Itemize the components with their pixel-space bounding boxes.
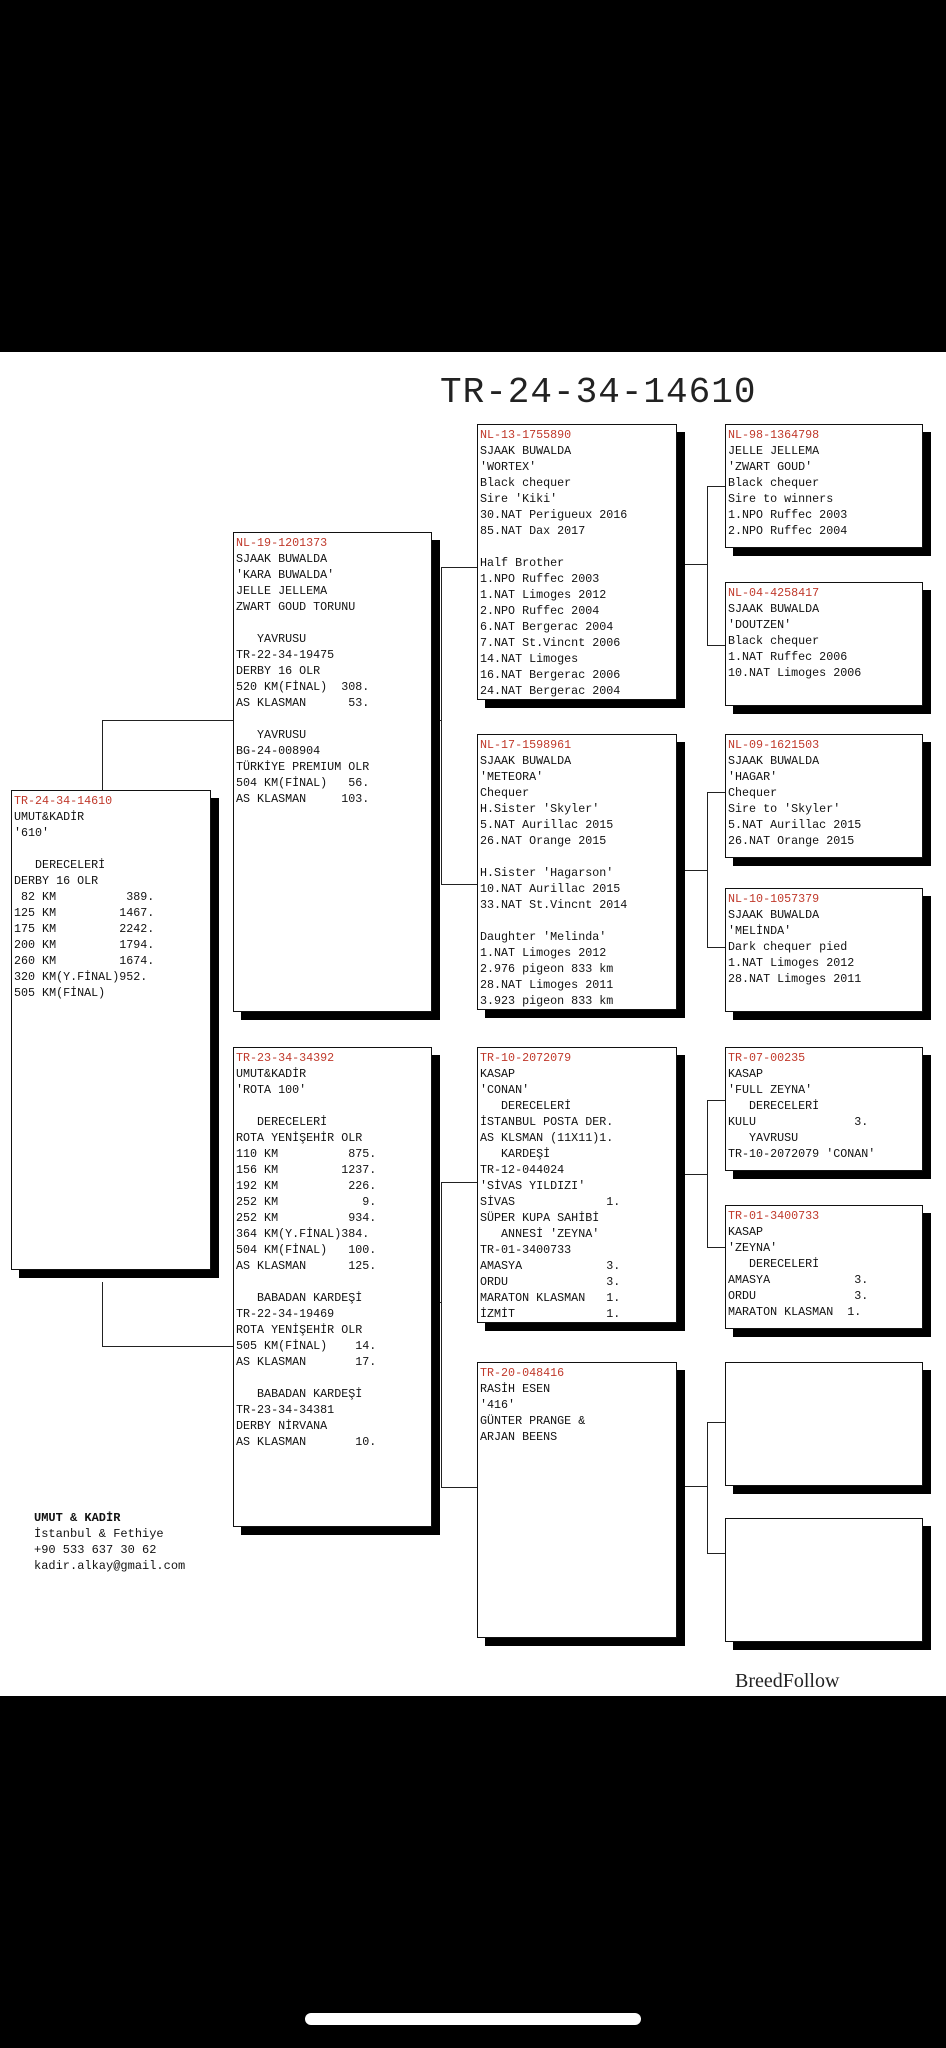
card-line: TR-22-34-19475: [236, 648, 335, 662]
card-line: SJAAK BUWALDA: [728, 754, 820, 768]
connector-dam-children: [441, 1182, 478, 1488]
pedigree-title: TR-24-34-14610: [440, 372, 757, 413]
card-line: 'HAGAR': [728, 770, 778, 784]
card-line: 2.NPO Ruffec 2004: [728, 524, 848, 538]
card-line: 5.NAT Aurillac 2015: [480, 818, 614, 832]
card-line: 'MELİNDA': [728, 924, 792, 938]
card-line: [236, 711, 429, 727]
breeder-contact: [34, 1510, 185, 1574]
card-line: GÜNTER PRANGE &: [480, 1414, 586, 1428]
card-line: KULU 3.: [728, 1115, 869, 1129]
card-line: 'ZEYNA': [728, 1241, 778, 1255]
card-line: 505 KM(FİNAL) 14.: [236, 1339, 377, 1353]
card-line: AS KLSMAN (11X11)1.: [480, 1131, 614, 1145]
ring-number: NL-19-1201373: [236, 536, 328, 550]
card-line: İSTANBUL POSTA DER.: [480, 1115, 614, 1129]
card-line: DERECELERİ: [728, 1257, 820, 1271]
card-line: BABADAN KARDEŞİ: [236, 1387, 363, 1401]
card-line: KASAP: [728, 1067, 764, 1081]
ring-number: TR-07-00235: [728, 1051, 806, 1065]
card-line: 175 KM 2242.: [14, 922, 155, 936]
card-line: TR-12-044024: [480, 1163, 565, 1177]
card-line: 14.NAT Limoges: [480, 652, 579, 666]
card-line: SJAAK BUWALDA: [480, 754, 572, 768]
pedigree-card-sire[interactable]: [233, 532, 432, 1012]
card-line: 30.NAT Perigueux 2016: [480, 508, 628, 522]
card-line: KASAP: [728, 1225, 764, 1239]
pedigree-card-sire-dam-dam[interactable]: [725, 888, 923, 1012]
connector-sd-children: [707, 792, 726, 948]
card-line: DERBY NİRVANA: [236, 1419, 328, 1433]
brand-logo: BreedFollow: [735, 1670, 840, 1692]
card-line: UMUT&KADİR: [236, 1067, 307, 1081]
card-line: 5.NAT Aurillac 2015: [728, 818, 862, 832]
card-line: YAVRUSU: [236, 728, 307, 742]
card-line: 156 KM 1237.: [236, 1163, 377, 1177]
pedigree-card-dam-dam-dam[interactable]: [725, 1518, 923, 1642]
card-line: AS KLASMAN 10.: [236, 1435, 377, 1449]
card-line: 200 KM 1794.: [14, 938, 155, 952]
card-line: JELLE JELLEMA: [728, 444, 820, 458]
card-line: DERECELERİ: [14, 858, 106, 872]
card-line: 1.NAT Limoges 2012: [480, 946, 607, 960]
card-line: 28.NAT Limoges 2011: [480, 978, 614, 992]
card-line: 33.NAT St.Vincnt 2014: [480, 898, 628, 912]
card-line: DERECELERİ: [728, 1099, 820, 1113]
card-line: ARJAN BEENS: [480, 1430, 558, 1444]
card-line: 2.976 pigeon 833 km: [480, 962, 614, 976]
card-line: BG-24-008904: [236, 744, 321, 758]
card-line: 192 KM 226.: [236, 1179, 377, 1193]
card-line: 'ROTA 100': [236, 1083, 307, 1097]
card-line: H.Sister 'Skyler': [480, 802, 600, 816]
pedigree-card-subject[interactable]: [11, 790, 211, 1270]
card-line: 'ZWART GOUD': [728, 460, 813, 474]
card-line: DERBY 16 OLR: [236, 664, 321, 678]
card-line: 364 KM(Y.FİNAL)384.: [236, 1227, 370, 1241]
breeder-name: UMUT & KADİR: [34, 1511, 121, 1525]
card-line: ORDU 3.: [728, 1289, 869, 1303]
card-line: 10.NAT Aurillac 2015: [480, 882, 621, 896]
card-line: Black chequer: [480, 476, 572, 490]
card-line: [14, 841, 208, 857]
card-line: 520 KM(FİNAL) 308.: [236, 680, 370, 694]
card-line: SJAAK BUWALDA: [236, 552, 328, 566]
card-line: 125 KM 1467.: [14, 906, 155, 920]
card-line: ORDU 3.: [480, 1275, 621, 1289]
card-line: 24.NAT Bergerac 2004: [480, 684, 621, 698]
card-line: 16.NAT Bergerac 2006: [480, 668, 621, 682]
card-line: Sire 'Kiki': [480, 492, 558, 506]
card-line: 'FULL ZEYNA': [728, 1083, 813, 1097]
connector-ss-children: [707, 486, 726, 646]
card-line: SÜPER KUPA SAHİBİ: [480, 1211, 600, 1225]
card-line: [480, 539, 674, 555]
card-line: DERECELERİ: [236, 1115, 328, 1129]
connector-subject-sire: [102, 720, 234, 801]
card-line: RASİH ESEN: [480, 1382, 551, 1396]
pedigree-card-dam-sire-sire[interactable]: [725, 1047, 923, 1171]
card-line: TR-23-34-34381: [236, 1403, 335, 1417]
card-line: ROTA YENİŞEHİR OLR: [236, 1323, 363, 1337]
card-line: YAVRUSU: [728, 1131, 799, 1145]
card-line: TÜRKİYE PREMIUM OLR: [236, 760, 370, 774]
ring-number: TR-01-3400733: [728, 1209, 820, 1223]
card-line: 1.NAT Limoges 2012: [480, 588, 607, 602]
connector-dam-stub: [432, 1302, 441, 1303]
card-line: DERBY 16 OLR: [14, 874, 99, 888]
breeder-phone[interactable]: +90 533 637 30 62: [34, 1543, 157, 1557]
pedigree-sheet: [0, 352, 946, 1696]
pedigree-card-sire-sire[interactable]: [477, 424, 677, 700]
card-line: TR-22-34-19469: [236, 1307, 335, 1321]
pedigree-card-dam[interactable]: [233, 1047, 432, 1527]
card-line: Sire to winners: [728, 492, 834, 506]
card-line: AMASYA 3.: [480, 1259, 621, 1273]
pedigree-card-dam-dam[interactable]: [477, 1362, 677, 1638]
ring-number: NL-09-1621503: [728, 738, 820, 752]
connector-ds-stub: [677, 1174, 707, 1175]
card-line: 82 KM 389.: [14, 890, 155, 904]
card-line: 'KARA BUWALDA': [236, 568, 335, 582]
pedigree-card-dam-sire-dam[interactable]: [725, 1205, 923, 1329]
ring-number: NL-98-1364798: [728, 428, 820, 442]
card-line: YAVRUSU: [236, 632, 307, 646]
breeder-email[interactable]: kadir.alkay@gmail.com: [34, 1559, 186, 1573]
pedigree-card-sire-dam-sire[interactable]: [725, 734, 923, 858]
card-line: UMUT&KADİR: [14, 810, 85, 824]
connector-sd-stub: [677, 870, 707, 871]
connector-dd-stub: [677, 1486, 707, 1487]
card-line: 252 KM 934.: [236, 1211, 377, 1225]
card-line: 6.NAT Bergerac 2004: [480, 620, 614, 634]
card-line: 'DOUTZEN': [728, 618, 792, 632]
card-line: SJAAK BUWALDA: [728, 602, 820, 616]
card-line: [236, 1098, 429, 1114]
card-line: Black chequer: [728, 634, 820, 648]
card-line: AS KLASMAN 125.: [236, 1259, 377, 1273]
card-line: [236, 1274, 429, 1290]
card-line: 3.923 pigeon 833 km: [480, 994, 614, 1008]
card-line: AS KLASMAN 17.: [236, 1355, 377, 1369]
card-line: KARDEŞİ: [480, 1147, 551, 1161]
pedigree-card-sire-sire-sire[interactable]: [725, 424, 923, 548]
card-line: Daughter 'Melinda': [480, 930, 607, 944]
card-line: 28.NAT Limoges 2011: [728, 972, 862, 986]
card-line: ZWART GOUD TORUNU: [236, 600, 356, 614]
ring-number: NL-13-1755890: [480, 428, 572, 442]
ring-number: TR-20-048416: [480, 1366, 565, 1380]
card-line: 26.NAT Orange 2015: [728, 834, 855, 848]
card-line: [480, 913, 674, 929]
ring-number: NL-17-1598961: [480, 738, 572, 752]
connector-ss-stub: [677, 564, 707, 565]
card-line: 320 KM(Y.FİNAL)952.: [14, 970, 148, 984]
card-line: 'SİVAS YILDIZI': [480, 1179, 586, 1193]
card-line: AS KLASMAN 103.: [236, 792, 370, 806]
pedigree-card-dam-sire[interactable]: [477, 1047, 677, 1323]
card-line: 110 KM 875.: [236, 1147, 377, 1161]
connector-subject-dam: [102, 1282, 234, 1347]
connector-sire-stub: [432, 720, 441, 721]
card-line: [480, 849, 674, 865]
card-line: 504 KM(FİNAL) 100.: [236, 1243, 377, 1257]
card-line: Dark chequer pied: [728, 940, 848, 954]
ring-number: TR-23-34-34392: [236, 1051, 335, 1065]
card-line: 'CONAN': [480, 1083, 530, 1097]
breeder-location: İstanbul & Fethiye: [34, 1527, 164, 1541]
connector-sire-children: [441, 567, 478, 885]
card-line: 1.NAT Limoges 2012: [728, 956, 855, 970]
card-line: Chequer: [480, 786, 530, 800]
card-line: TR-01-3400733: [480, 1243, 572, 1257]
card-line: Chequer: [728, 786, 778, 800]
card-line: Sire to 'Skyler': [728, 802, 841, 816]
card-line: 85.NAT Dax 2017: [480, 524, 586, 538]
card-line: [236, 1370, 429, 1386]
card-line: SİVAS 1.: [480, 1195, 621, 1209]
card-line: Half Brother: [480, 556, 565, 570]
card-line: 1.NPO Ruffec 2003: [728, 508, 848, 522]
card-line: 26.NAT Orange 2015: [480, 834, 607, 848]
home-indicator[interactable]: [305, 2013, 641, 2025]
card-line: '416': [480, 1398, 516, 1412]
card-line: '610': [14, 826, 50, 840]
card-line: AS KLASMAN 53.: [236, 696, 370, 710]
card-line: 260 KM 1674.: [14, 954, 155, 968]
card-line: DERECELERİ: [480, 1099, 572, 1113]
ring-number: NL-04-4258417: [728, 586, 820, 600]
ring-number: TR-24-34-14610: [14, 794, 113, 808]
card-line: TR-10-2072079 'CONAN': [728, 1147, 876, 1161]
card-line: İZMİT 1.: [480, 1307, 621, 1321]
connector-ds-children: [707, 1100, 726, 1248]
connector-dd-children: [707, 1422, 726, 1554]
card-line: [236, 615, 429, 631]
card-line: KASAP: [480, 1067, 516, 1081]
card-line: MARATON KLASMAN 1.: [728, 1305, 862, 1319]
card-line: 'METEORA': [480, 770, 544, 784]
card-line: SJAAK BUWALDA: [480, 444, 572, 458]
ring-number: TR-10-2072079: [480, 1051, 572, 1065]
card-line: 1.NPO Ruffec 2003: [480, 572, 600, 586]
card-line: 252 KM 9.: [236, 1195, 377, 1209]
ring-number: NL-10-1057379: [728, 892, 820, 906]
pedigree-card-dam-dam-sire[interactable]: [725, 1362, 923, 1486]
card-line: AMASYA 3.: [728, 1273, 869, 1287]
card-line: 7.NAT St.Vincnt 2006: [480, 636, 621, 650]
card-line: 505 KM(FİNAL): [14, 986, 106, 1000]
card-line: MARATON KLASMAN 1.: [480, 1291, 621, 1305]
card-line: 2.NPO Ruffec 2004: [480, 604, 600, 618]
card-line: Black chequer: [728, 476, 820, 490]
card-line: 10.NAT Limoges 2006: [728, 666, 862, 680]
pedigree-card-sire-dam[interactable]: [477, 734, 677, 1010]
card-line: BABADAN KARDEŞİ: [236, 1291, 363, 1305]
card-line: ROTA YENİŞEHİR OLR: [236, 1131, 363, 1145]
card-line: SJAAK BUWALDA: [728, 908, 820, 922]
card-line: 'WORTEX': [480, 460, 537, 474]
card-line: H.Sister 'Hagarson': [480, 866, 614, 880]
pedigree-card-sire-sire-dam[interactable]: [725, 582, 923, 706]
card-line: ANNESİ 'ZEYNA': [480, 1227, 600, 1241]
card-line: 1.NAT Ruffec 2006: [728, 650, 848, 664]
card-line: JELLE JELLEMA: [236, 584, 328, 598]
card-line: 504 KM(FİNAL) 56.: [236, 776, 370, 790]
